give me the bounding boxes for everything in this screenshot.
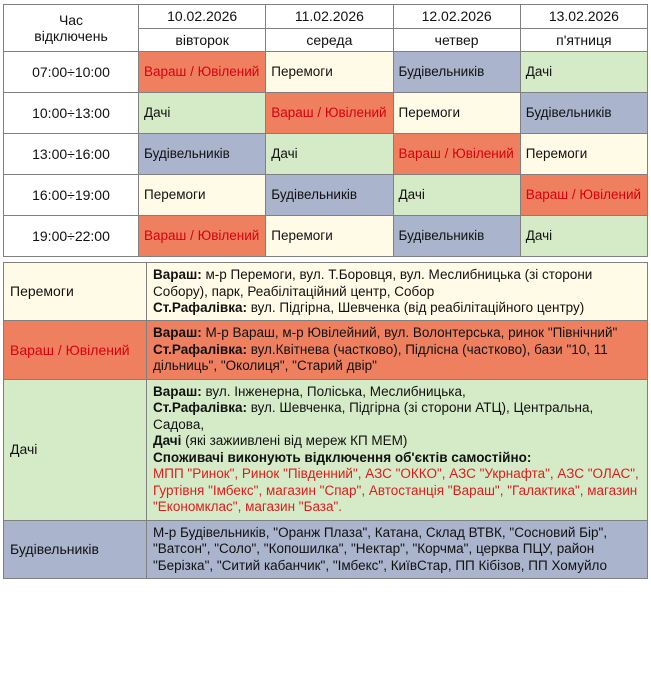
legend-zone-description — [147, 263, 648, 321]
legend-city-varash-label: Вараш: — [153, 325, 202, 341]
outage-cell: Будівельників — [520, 93, 647, 134]
outage-cell: Вараш / Ювілений — [393, 134, 520, 175]
legend-dachi-label: Дачі — [153, 433, 182, 449]
legend-zone-name: Дачі — [4, 379, 147, 520]
weekday-header-3: п'ятниця — [520, 28, 647, 52]
legend-budivelnykiv-objects: М-р Будівельників, "Оранж Плаза", Катана, Склад ВТВК, "Сосновий Бір", "Ватсон", "Соло", "Копошилка", "Нектар", "Корчма", церква ПЦУ, район "Берізка", "Ситий кабанчик", "Імбекс", КиївСтар, ПП Кібізов, ПП Хомуйло — [153, 524, 608, 573]
weekday-header-0: вівторок — [139, 28, 266, 52]
time-slot-label: 19:00÷22:00 — [4, 216, 139, 257]
legend-zone-name: Перемоги — [4, 263, 147, 321]
legend-zone-name: Будівельників — [4, 520, 147, 578]
legend-varash-streets: М-р Вараш, м-р Ювілейний, вул. Волонтерська, ринок "Північний" — [201, 325, 618, 341]
time-slot-label: 16:00÷19:00 — [4, 175, 139, 216]
legend-zone-description — [147, 379, 648, 520]
legend-self-disconnect-note: Споживачі виконують відключення об'єктів самостійно: — [153, 449, 532, 465]
legend-row-dachi — [4, 379, 648, 520]
legend-city-varash-label: Вараш: — [153, 267, 202, 283]
table-header-row — [4, 5, 648, 29]
zone-legend-table — [3, 262, 648, 579]
date-header-0: 10.02.2026 — [139, 5, 266, 29]
legend-zone-name: Вараш / Ювілений — [4, 321, 147, 379]
legend-varash-streets: вул. Інженерна, Поліська, Меслибницька, — [201, 383, 466, 399]
weekday-header-2: четвер — [393, 28, 520, 52]
outage-cell: Перемоги — [520, 134, 647, 175]
outage-cell: Дачі — [266, 134, 393, 175]
outage-cell: Вараш / Ювілений — [139, 216, 266, 257]
legend-row-peremohy — [4, 263, 648, 321]
legend-self-disconnect-list: МПП "Ринок", Ринок "Південний", АЗС "ОККО", АЗС "Укрнафта", АЗС "ОЛАС", Гуртівня "Імбекс", магазин "Спар", Автостанція "Вараш", "Галактика", магазин "Економклас", магазин "База". — [153, 466, 639, 515]
table-row — [4, 52, 648, 93]
outage-cell: Будівельників — [393, 52, 520, 93]
outage-cell: Будівельників — [393, 216, 520, 257]
outage-schedule-table — [3, 4, 648, 257]
legend-city-varash-label: Вараш: — [153, 383, 202, 399]
outage-cell: Дачі — [520, 52, 647, 93]
table-row — [4, 216, 648, 257]
outage-cell: Будівельників — [139, 134, 266, 175]
table-row — [4, 93, 648, 134]
outage-cell: Вараш / Ювілений — [266, 93, 393, 134]
legend-rafalivka-streets: вул.Квітнева (частково), Підлісна (частково), бази "10, 11 дільниць", "Околиця", "Старий двір" — [153, 341, 608, 374]
legend-row-varash — [4, 321, 648, 379]
outage-cell: Вараш / Ювілений — [520, 175, 647, 216]
legend-row-budivelnykiv — [4, 520, 648, 578]
date-header-1: 11.02.2026 — [266, 5, 393, 29]
time-slot-label: 10:00÷13:00 — [4, 93, 139, 134]
outage-cell: Перемоги — [266, 52, 393, 93]
date-header-2: 12.02.2026 — [393, 5, 520, 29]
legend-varash-streets: м-р Перемоги, вул. Т.Боровця, вул. Меслибницька (зі сторони Собору), парк, Реабілітаційний центр, Собор — [153, 267, 593, 299]
legend-zone-description — [147, 321, 648, 379]
date-header-3: 13.02.2026 — [520, 5, 647, 29]
legend-city-rafalivka-label: Ст.Рафалівка: — [153, 400, 247, 416]
outage-cell: Дачі — [520, 216, 647, 257]
legend-zone-description — [147, 520, 648, 578]
legend-city-rafalivka-label: Ст.Рафалівка: — [153, 299, 247, 315]
weekday-header-1: середа — [266, 28, 393, 52]
outage-cell: Вараш / Ювілений — [139, 52, 266, 93]
time-header-line1: Час — [58, 11, 84, 28]
outage-cell: Перемоги — [266, 216, 393, 257]
time-header-line2: відключень — [34, 28, 108, 45]
time-slot-label: 07:00÷10:00 — [4, 52, 139, 93]
outage-cell: Перемоги — [139, 175, 266, 216]
outage-cell: Будівельників — [266, 175, 393, 216]
legend-city-rafalivka-label: Ст.Рафалівка: — [153, 341, 247, 357]
time-header-cell — [4, 5, 139, 52]
outage-cell: Дачі — [139, 93, 266, 134]
legend-rafalivka-streets: вул. Шевченка, Підгірна (зі сторони АТЦ), Центральна, Садова, — [153, 400, 594, 432]
legend-rafalivka-streets: вул. Підгірна, Шевченка (від реабілітаційного центру) — [246, 299, 585, 315]
table-row — [4, 175, 648, 216]
table-row — [4, 134, 648, 175]
legend-dachi-note: (які зажиивлені від мереж КП МЕМ) — [181, 433, 408, 449]
time-slot-label: 13:00÷16:00 — [4, 134, 139, 175]
outage-cell: Перемоги — [393, 93, 520, 134]
outage-cell: Дачі — [393, 175, 520, 216]
